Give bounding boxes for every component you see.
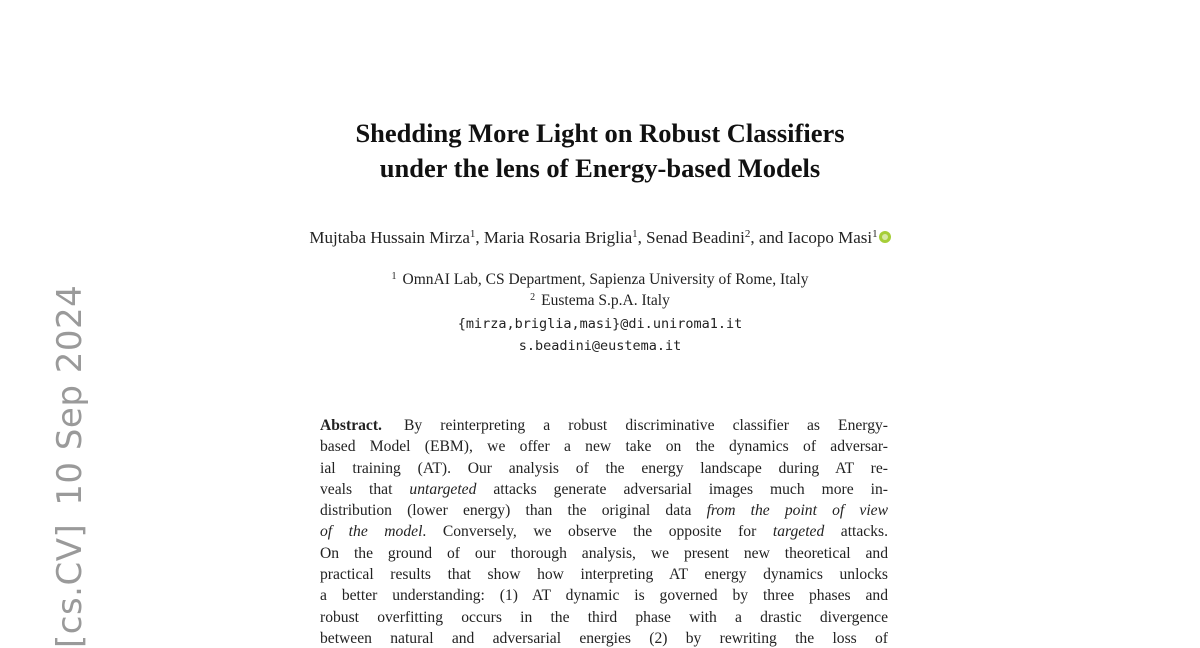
author-affiliation-mark: 2 [744, 228, 751, 240]
abstract-text: based Model (EBM), we offer a new take on the dynamics of adversar- [320, 438, 888, 456]
affiliation-2 [0, 292, 1200, 310]
author-name: Senad Beadini [646, 228, 745, 247]
abstract-italic-text: targeted [772, 523, 825, 541]
title-line-2: under the lens of Energy-based Models [379, 153, 821, 183]
title-line-1: Shedding More Light on Robust Classifiers [355, 118, 845, 148]
abstract-text: distribution (lower energy) than the original data [320, 502, 707, 520]
abstract-line [320, 543, 888, 564]
affiliation-text: OmnAI Lab, CS Department, Sapienza University of Rome, Italy [402, 271, 809, 288]
abstract-line [320, 500, 888, 521]
author-list [0, 228, 1200, 248]
email-line-1[interactable]: {mirza,briglia,masi}@di.uniroma1.it [457, 316, 743, 332]
abstract-text: ial training (AT). Our analysis of the energy landscape during AT re- [320, 459, 888, 477]
author-separator: , [637, 228, 647, 247]
abstract-text: . Conversely, we observe the opposite for [422, 523, 773, 541]
abstract-italic-text: from the point of view [706, 502, 888, 520]
abstract-text: attacks generate adversarial images much more in- [476, 480, 888, 498]
email-line-2[interactable]: s.beadini@eustema.it [518, 338, 682, 354]
affiliation-mark: 2 [530, 292, 536, 303]
abstract-text: robust overfitting occurs in the third phase with a drastic divergence [320, 608, 888, 626]
abstract-line [320, 585, 888, 606]
abstract-text: By reinterpreting a robust discriminative classifier as Energy- [404, 417, 888, 434]
arxiv-date: 10 Sep 2024 [50, 284, 90, 506]
abstract-line [320, 628, 888, 648]
abstract [320, 415, 888, 648]
author-name: Mujtaba Hussain Mirza [309, 228, 470, 247]
arxiv-category: [cs.CV] [50, 523, 90, 648]
author-affiliation-mark: 1 [872, 228, 878, 240]
author-name: Iacopo Masi [787, 228, 873, 247]
affiliation-1 [0, 271, 1200, 289]
abstract-text: attacks. [824, 523, 888, 541]
author-affiliation-mark: 1 [632, 228, 638, 240]
abstract-italic-text: untargeted [409, 480, 477, 498]
abstract-line [320, 479, 888, 500]
abstract-text: a better understanding: (1) AT dynamic is governed by three phases and [320, 587, 888, 605]
author-name: Maria Rosaria Briglia [483, 228, 633, 247]
abstract-label: Abstract. [320, 417, 401, 434]
abstract-line [320, 415, 888, 436]
orcid-icon[interactable] [879, 231, 891, 243]
author-separator: , [475, 228, 484, 247]
abstract-line [320, 564, 888, 585]
abstract-line [320, 436, 888, 457]
paper-title [0, 116, 1200, 186]
abstract-line [320, 521, 888, 542]
author-affiliation-mark: 1 [469, 228, 476, 240]
affiliation-text: Eustema S.p.A. Italy [541, 292, 670, 309]
abstract-line [320, 458, 888, 479]
abstract-text: between natural and adversarial energies (2) by rewriting the loss of [320, 629, 888, 647]
abstract-text: practical results that show how interpreting AT energy dynamics unlocks [320, 566, 888, 584]
affiliation-mark: 1 [391, 271, 397, 282]
abstract-italic-text: of the model [320, 523, 423, 541]
abstract-text: veals that [320, 480, 410, 498]
abstract-line [320, 607, 888, 628]
abstract-text: On the ground of our thorough analysis, we present new theoretical and [320, 544, 888, 562]
author-separator: , and [750, 228, 788, 247]
